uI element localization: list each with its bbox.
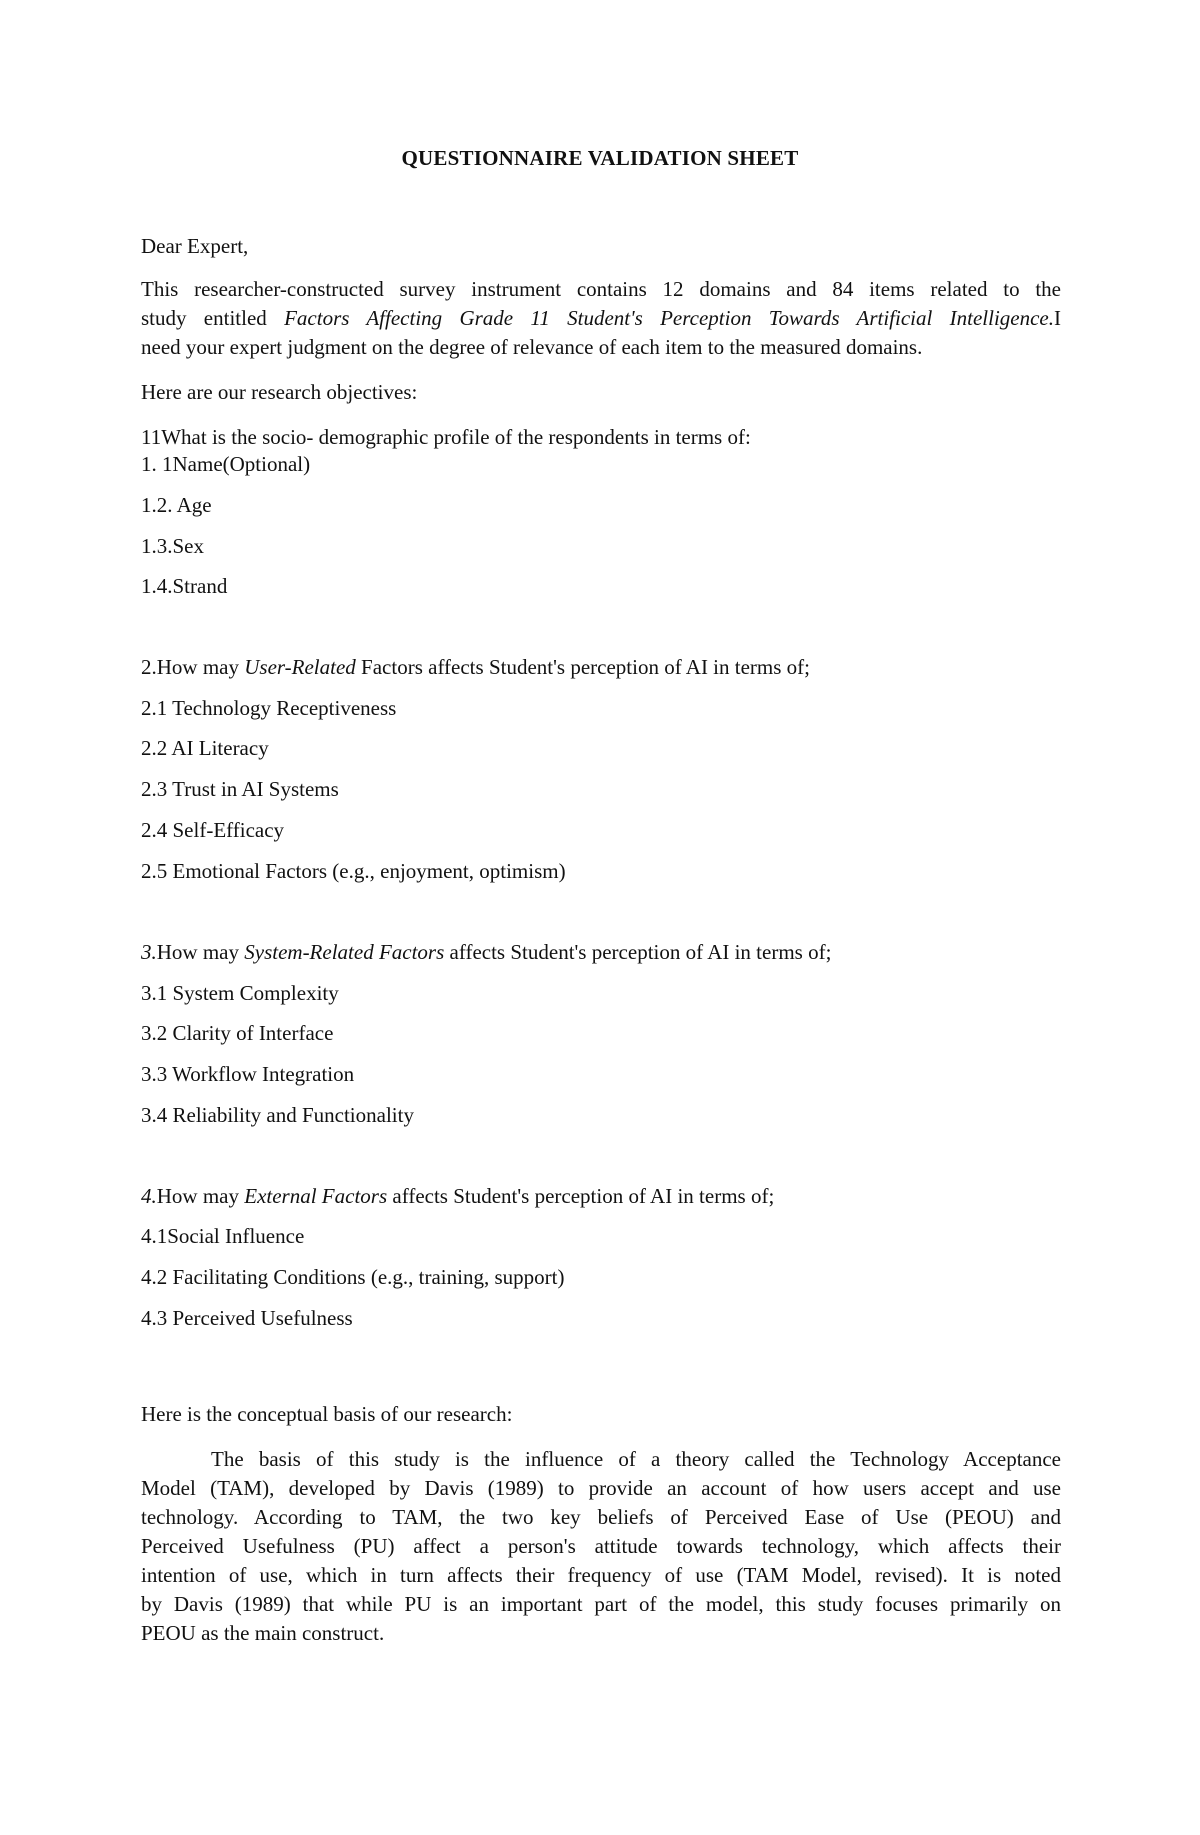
- objective-3-prefix: How may: [156, 940, 245, 964]
- objective-2-factor: User-Related: [244, 655, 356, 679]
- intro-line-2-end: I: [1054, 306, 1061, 330]
- objective-4-item: 4.2 Facilitating Conditions (e.g., training, support): [141, 1265, 565, 1289]
- intro-line-1: This researcher-constructed survey instrument contains 12 domains and 84 items related to the: [141, 277, 1061, 301]
- conceptual-line: technology. According to TAM, the two key beliefs of Perceived Ease of Use (PEOU) and: [141, 1505, 1061, 1529]
- conceptual-line: by Davis (1989) that while PU is an important part of the model, this study focuses primarily on: [141, 1592, 1061, 1616]
- objective-3-item: 3.4 Reliability and Functionality: [141, 1103, 414, 1127]
- objective-2-prefix: 2.How may: [141, 655, 245, 679]
- objective-3-factor: System-Related Factors: [244, 940, 445, 964]
- objective-2-item: 2.5 Emotional Factors (e.g., enjoyment, optimism): [141, 859, 566, 883]
- objective-4-question: [141, 1182, 774, 1211]
- objective-1-question: 11What is the socio- demographic profile of the respondents in terms of:: [141, 425, 751, 449]
- objectives-heading: Here are our research objectives:: [141, 380, 418, 404]
- objective-3-suffix: affects Student's perception of AI in terms of;: [444, 940, 832, 964]
- objective-1-item: 1. 1Name(Optional): [141, 452, 311, 476]
- intro-line-2: [141, 304, 1061, 333]
- objective-2-item: 2.2 AI Literacy: [141, 736, 269, 760]
- objective-1-item: 1.2. Age: [141, 493, 212, 517]
- intro-line-3: need your expert judgment on the degree of relevance of each item to the measured domains.: [141, 335, 923, 359]
- objective-4-suffix: affects Student's perception of AI in terms of;: [387, 1184, 775, 1208]
- objective-1-item: 1.4.Strand: [141, 574, 228, 598]
- intro-line-2-text: study entitled: [141, 306, 285, 330]
- conceptual-line: intention of use, which in turn affects their frequency of use (TAM Model, revised). It is noted: [141, 1563, 1061, 1587]
- objective-2-item: 2.1 Technology Receptiveness: [141, 696, 397, 720]
- objective-4-item: 4.1Social Influence: [141, 1224, 305, 1248]
- objective-2-item: 2.4 Self-Efficacy: [141, 818, 285, 842]
- conceptual-heading: Here is the conceptual basis of our research:: [141, 1402, 513, 1426]
- objective-2-item: 2.3 Trust in AI Systems: [141, 777, 339, 801]
- conceptual-line: PEOU as the main construct.: [141, 1621, 385, 1645]
- objective-4-number: 4.: [141, 1184, 157, 1208]
- objective-3-number: 3.: [141, 940, 157, 964]
- objective-3-question: [141, 938, 831, 967]
- objective-4-prefix: How may: [156, 1184, 245, 1208]
- objective-3-item: 3.3 Workflow Integration: [141, 1062, 355, 1086]
- objective-2-question: [141, 653, 810, 682]
- salutation: Dear Expert,: [141, 234, 249, 258]
- page-title: QUESTIONNAIRE VALIDATION SHEET: [401, 146, 799, 170]
- objective-4-item: 4.3 Perceived Usefulness: [141, 1306, 353, 1330]
- conceptual-line: Model (TAM), developed by Davis (1989) to provide an account of how users accept and use: [141, 1476, 1061, 1500]
- study-title: Factors Affecting Grade 11 Student's Perception Towards Artificial Intelligence.: [284, 306, 1054, 330]
- objective-1-item: 1.3.Sex: [141, 534, 204, 558]
- objective-4-factor: External Factors: [244, 1184, 388, 1208]
- objective-2-suffix: Factors affects Student's perception of AI in terms of;: [355, 655, 811, 679]
- objective-3-item: 3.2 Clarity of Interface: [141, 1021, 334, 1045]
- conceptual-line: The basis of this study is the influence of a theory called the Technology Acceptance: [211, 1447, 1061, 1471]
- objective-3-item: 3.1 System Complexity: [141, 981, 339, 1005]
- conceptual-line: Perceived Usefulness (PU) affect a person's attitude towards technology, which affects their: [141, 1534, 1061, 1558]
